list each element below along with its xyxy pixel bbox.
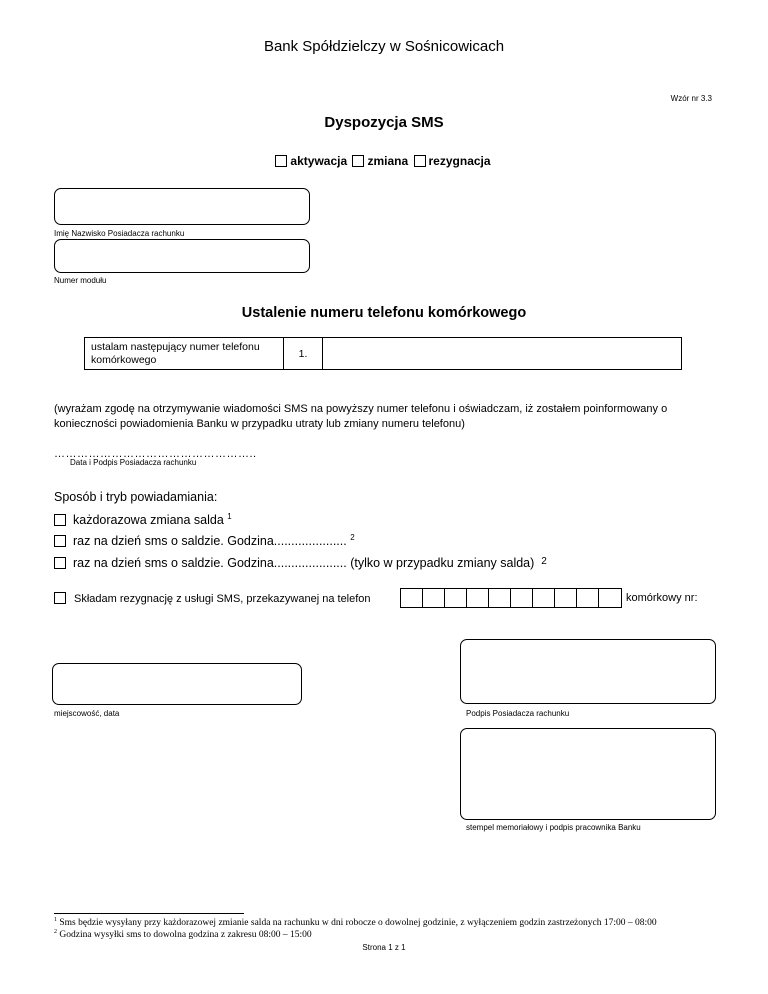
digit-cell[interactable] [445,589,467,607]
notification-option-3 [54,556,547,570]
resignation-label: rezygnacja [428,154,491,168]
change-checkbox[interactable] [352,155,364,167]
action-options [0,154,768,168]
option-1-footnote-ref: 1 [227,512,232,521]
digit-cell[interactable] [599,589,621,607]
holder-signature-label: Podpis Posiadacza rachunku [466,709,570,718]
holder-name-field[interactable] [54,188,310,225]
change-label: zmiana [367,154,409,168]
option-3-checkbox[interactable] [54,557,66,569]
notification-heading: Sposób i tryb powiadamiania: [54,490,218,504]
activation-label: aktywacja [290,154,348,168]
digit-cell[interactable] [555,589,577,607]
resignation-text: Składam rezygnację z usługi SMS, przekazywanej na telefon [74,593,371,605]
holder-signature-field[interactable] [460,639,716,704]
footnote-1-text: Sms będzie wysyłany przy każdorazowej zmianie salda na rachunku w dni robocze o dowolnej godzinie, z wyłączeniem godzin zastrzeżonych 17:00 – 08:00 [59,918,657,929]
footnote-1-mark: 1 [54,917,57,923]
option-2-label: raz na dzień sms o saldzie. Godzina..................... [73,534,347,549]
digit-cell[interactable] [489,589,511,607]
digit-cell[interactable] [467,589,489,607]
option-1-label: każdorazowa zmiana salda [73,513,224,528]
footnote-2 [54,929,312,940]
digit-cell[interactable] [511,589,533,607]
phone-digit-grid[interactable] [400,588,622,608]
digit-cell[interactable] [533,589,555,607]
page-title: Dyspozycja SMS [324,114,444,131]
signature-dots: …………………………………………….. [54,448,257,460]
option-2-checkbox[interactable] [54,535,66,547]
phone-row-label: ustalam następujący numer telefonu komórkowego [85,338,284,370]
phone-row-number: 1. [284,338,323,370]
resignation-service-checkbox[interactable] [54,592,66,604]
page-number: Strona 1 z 1 [362,943,406,952]
holder-name-label: Imię Nazwisko Posiadacza rachunku [54,229,185,238]
notification-option-1 [54,512,232,527]
module-number-label: Numer modułu [54,276,107,285]
resignation-checkbox[interactable] [414,155,426,167]
form-number: Wzór nr 3.3 [670,94,712,103]
place-date-field[interactable] [52,663,302,705]
place-date-label: miejscowość, data [54,709,120,718]
digit-cell[interactable] [423,589,445,607]
option-3-footnote-ref: 2 [541,556,547,567]
phone-number-input[interactable] [323,338,682,370]
option-2-footnote-ref: 2 [350,533,355,542]
consent-text: (wyrażam zgodę na otrzymywanie wiadomości SMS na powyższy numer telefonu i oświadczam, iż zostałem poinformowany o konieczności powiadomienia Banku w przypadku utraty lub zmiany numeru telefonu) [54,403,668,430]
footnote-2-mark: 2 [54,929,57,935]
option-3-label: raz na dzień sms o saldzie. Godzina..................... (tylko w przypadku zmiany salda) [73,556,535,570]
bank-stamp-field[interactable] [460,728,716,820]
bank-stamp-label: stempel memoriałowy i podpis pracownika Banku [466,823,641,832]
notification-option-2 [54,533,355,548]
footnote-divider [54,913,244,914]
resignation-line [54,592,371,605]
phone-section-heading: Ustalenie numeru telefonu komórkowego [241,305,527,321]
digit-cell[interactable] [401,589,423,607]
module-number-field[interactable] [54,239,310,273]
option-1-checkbox[interactable] [54,514,66,526]
activation-checkbox[interactable] [275,155,287,167]
footnote-2-text: Godzina wysyłki sms to dowolna godzina z zakresu 08:00 – 15:00 [59,930,312,941]
digit-cell[interactable] [577,589,599,607]
resignation-suffix: komórkowy nr: [626,592,698,604]
phone-table [84,337,682,370]
footnote-1 [54,917,657,928]
consent-signature-label: Data i Podpis Posiadacza rachunku [70,458,197,467]
bank-name: Bank Spółdzielczy w Sośnicowicach [263,38,505,55]
